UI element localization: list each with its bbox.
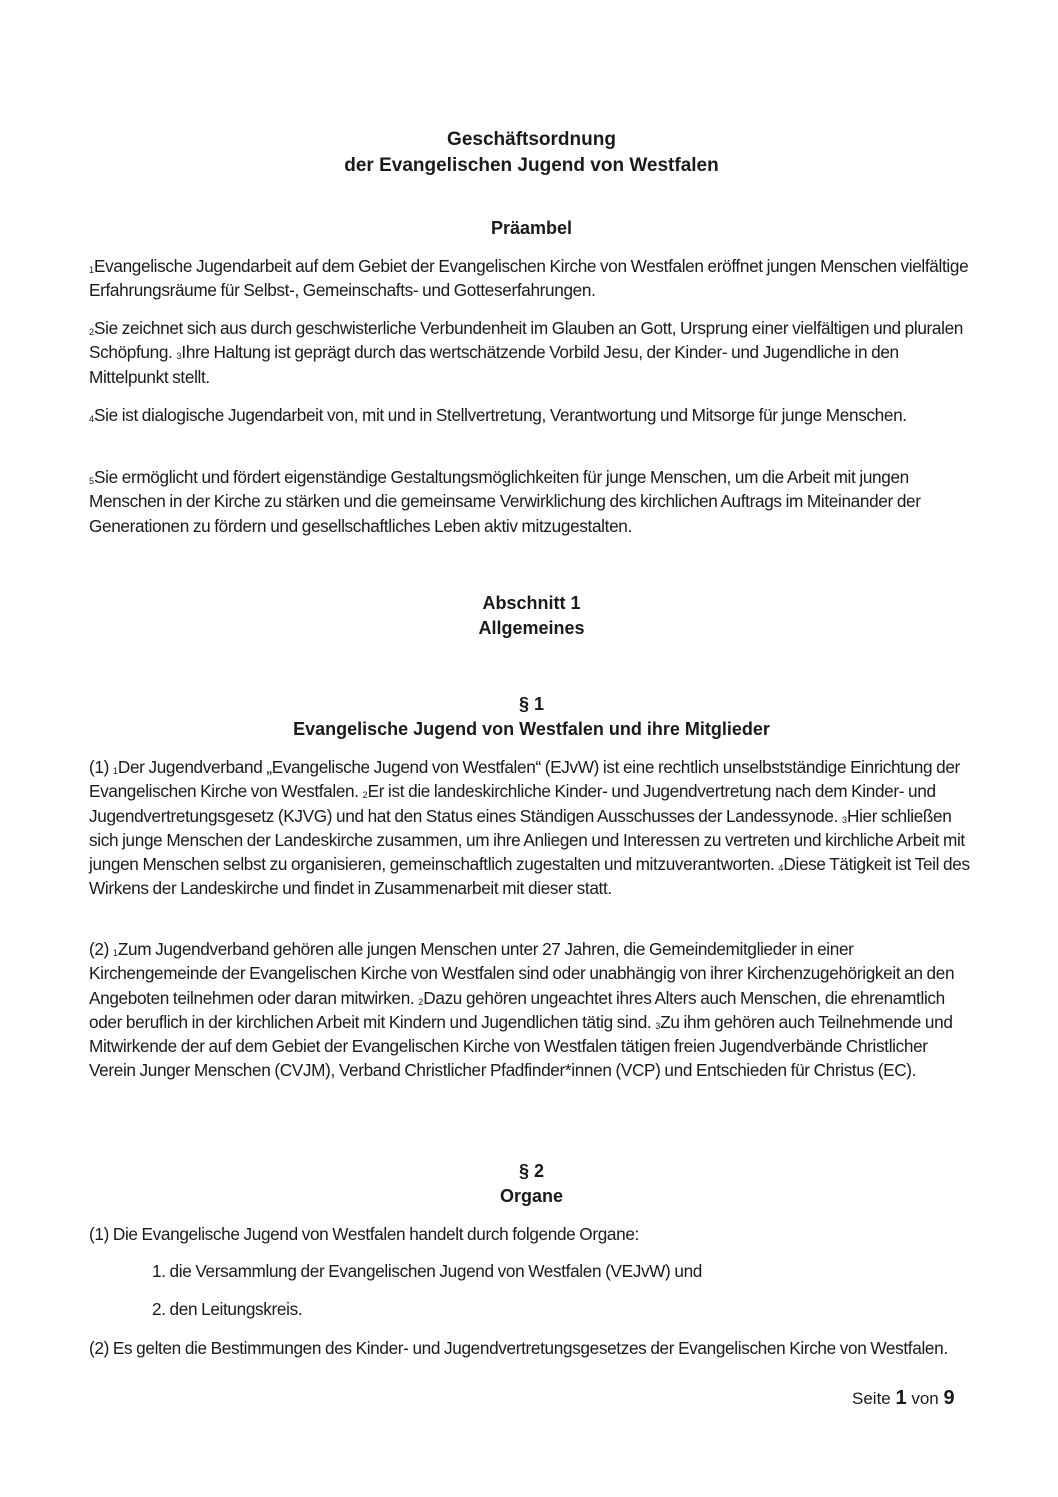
paragraph-2-heading (89, 1159, 974, 1209)
title-line-1: Geschäftsordnung (447, 129, 616, 150)
sentence-text: Sie ermöglicht und fördert eigenständige Gestaltungsmöglichkeiten für junge Menschen, um die Arbeit mit jungen Menschen in der Kirche zu stärken und die gemeinsame Verwirklichung des kirchlichen Auftrags im Miteinander der Generationen zu fördern und gesellschaftliches Leben aktiv mitzugestalten. (89, 467, 921, 536)
page-label: Seite (852, 1389, 896, 1408)
section-heading (89, 591, 974, 641)
sentence-number: 5 (89, 476, 95, 486)
sentence-text: Sie ist dialogische Jugendarbeit von, mit und in Stellvertretung, Verantwortung und Mitsorge für junge Menschen. (94, 405, 907, 425)
paragraph-number: § 1 (518, 694, 545, 714)
sentence-text: Evangelische Jugendarbeit auf dem Gebiet der Evangelischen Kirche von Westfalen eröffnet jungen Menschen vielfältige Erfahrungsräume für Selbst-, Gemeinschafts- und Gotteserfahrungen. (89, 256, 969, 301)
preamble-paragraph-3 (89, 403, 974, 427)
paragraph-1-heading (89, 692, 974, 742)
sentence-number: 3 (842, 814, 848, 825)
preamble-paragraph-1 (89, 254, 974, 303)
sentence-text: Dazu gehören ungeachtet ihres Alters auch Menschen, die ehrenamtlich oder beruflich in der kirchlichen Arbeit mit Kindern und Jugendlichen tätig sind. (89, 987, 945, 1032)
sentence-text: Zum Jugendverband gehören alle jungen Menschen unter 27 Jahren, die Gemeindemitglieder in einer Kirchengemeinde der Evangelischen Kirche von Westfalen sind oder unabhängig von ihrer Kirchenzugehörigkeit an den Angeboten teilnehmen oder daran mitwirken. (89, 939, 955, 1008)
list-item: 1. die Versammlung der Evangelischen Jugend von Westfalen (VEJvW) und (152, 1261, 702, 1281)
clause-prefix: (1) (89, 757, 113, 777)
document-title (89, 127, 974, 179)
sentence-number: 4 (89, 414, 95, 424)
sentence-text: Diese Tätigkeit ist Teil des Wirkens der Landeskirche und findet in Zusammenarbeit mit dieser statt. (89, 854, 970, 899)
sentence-number: 2 (362, 790, 368, 801)
section-label: Abschnitt 1 (482, 593, 581, 613)
current-page: 1 (895, 1387, 907, 1409)
total-pages: 9 (943, 1387, 955, 1409)
sentence-text: Der Jugendverband „Evangelische Jugend von Westfalen“ (EJvW) ist eine rechtlich unselbstständige Einrichtung der Evangelischen Kirche von Westfalen. (89, 757, 960, 802)
paragraph-number: § 2 (518, 1161, 545, 1181)
paragraph-1-clause-2 (89, 937, 974, 1083)
sentence-number: 2 (89, 327, 95, 337)
title-line-2: der Evangelischen Jugend von Westfalen (344, 155, 719, 176)
preamble-heading: Präambel (490, 218, 573, 238)
sentence-number: 3 (655, 1020, 661, 1031)
sentence-text: Hier schließen sich junge Menschen der Landeskirche zusammen, um ihre Anliegen und Interessen zu vertreten und kirchliche Arbeit mit jungen Menschen selbst zu organisieren, gemeinschaftlich zugestalten und mitzuverantworten. (89, 805, 965, 875)
sentence-text: Zu ihm gehören auch Teilnehmende und Mitwirkende der auf dem Gebiet der Evangelischen Kirche von Westfalen tätigen freien Jugendverbände Christlicher Verein Junger Menschen (CVJM), Verband Christlicher Pfadfinder*innen (VCP) und Entschieden für Christus (EC). (89, 1011, 953, 1081)
paragraph-title: Organe (499, 1186, 564, 1206)
section-title: Allgemeines (478, 618, 585, 638)
paragraph-title: Evangelische Jugend von Westfalen und ihre Mitglieder (293, 719, 770, 739)
sentence-number: 4 (778, 863, 784, 874)
sentence-number: 1 (112, 766, 118, 776)
clause-prefix: (2) (89, 939, 113, 959)
paragraph-2-clause-1: (1) Die Evangelische Jugend von Westfalen handelt durch folgende Organe: (89, 1224, 639, 1244)
preamble-paragraph-4 (89, 465, 974, 538)
sentence-number: 2 (418, 996, 424, 1007)
page-footer (852, 1387, 955, 1410)
sentence-number: 1 (112, 948, 118, 958)
preamble-paragraph-2 (89, 316, 974, 389)
paragraph-2-clause-2: (2) Es gelten die Bestimmungen des Kinder- und Jugendvertretungsgesetzes der Evangelischen Kirche von Westfalen. (89, 1338, 948, 1358)
sentence-number: 1 (89, 265, 95, 275)
list-item: 2. den Leitungskreis. (152, 1299, 303, 1319)
sentence-number: 3 (176, 351, 182, 362)
sentence-text: Sie zeichnet sich aus durch geschwisterliche Verbundenheit im Glauben an Gott, Ursprung einer vielfältigen und pluralen Schöpfung. (89, 318, 964, 363)
sentence-text: Ihre Haltung ist geprägt durch das wertschätzende Vorbild Jesu, der Kinder- und Jugendliche in den Mittelpunkt stellt. (89, 342, 899, 387)
sentence-text: Er ist die landeskirchliche Kinder- und Jugendvertretung nach dem Kinder- und Jugendvertretungsgesetz (KJVG) und hat den Status eines Ständigen Ausschusses der Landessynode. (89, 781, 936, 826)
page-of-label: von (906, 1389, 944, 1408)
paragraph-1-clause-1 (89, 755, 974, 901)
